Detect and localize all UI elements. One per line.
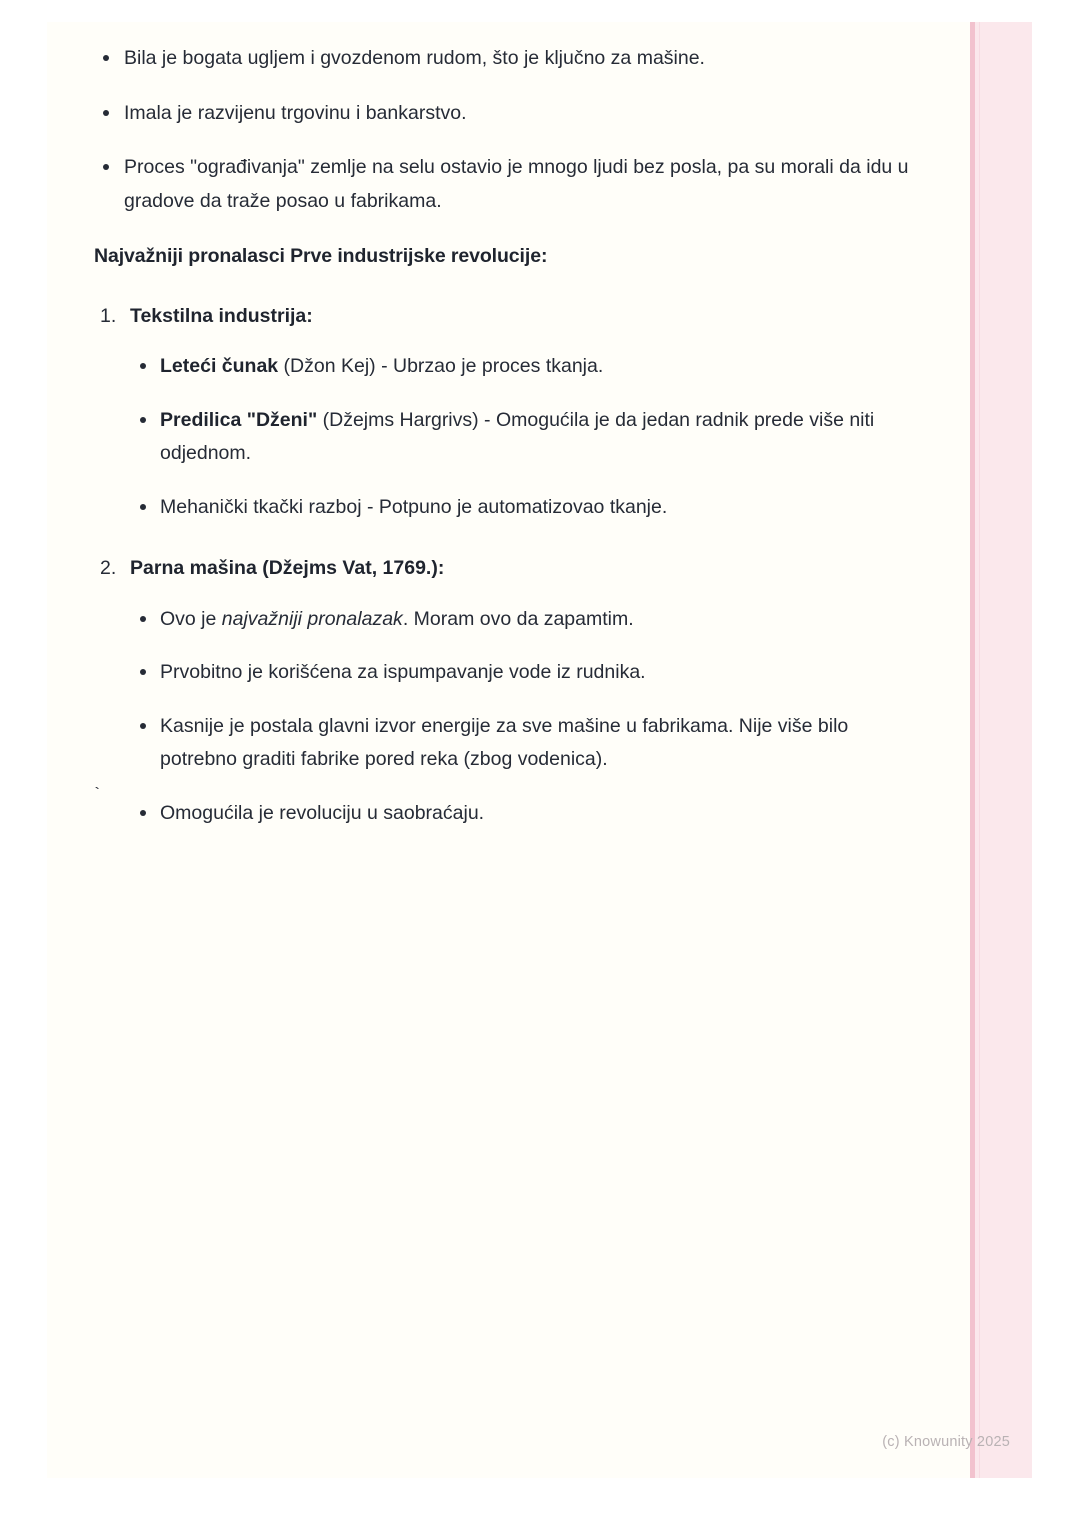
list-item: [130, 404, 922, 471]
intro-bullet-text-3: Proces "ograđivanja" zemlje na selu ostavio je mnogo ljudi bez posla, pa su morali da idu u gradove da traže posao u fabrikama.: [124, 156, 909, 212]
note-content: [92, 42, 922, 859]
list-item: [130, 656, 922, 690]
sub-bullet-pre-2-2: Prvobitno je korišćena za ispumpavanje vode iz rudnika.: [160, 661, 646, 684]
sub-bullet-italic-2-1: najvažniji pronalazak: [221, 607, 403, 630]
sub-bullet-rest-1-2: (Džejms Hargrivs) - Omogućila je da jedan radnik prede više niti odjednom.: [160, 408, 875, 465]
list-item: [130, 350, 922, 384]
section-heading: Najvažniji pronalasci Prve industrijske revolucije:: [94, 245, 548, 268]
intro-bullet-text-1: Bila je bogata ugljem i gvozdenom rudom, što je ključno za mašine.: [124, 47, 705, 69]
list-item: [92, 97, 922, 131]
sub-bullet-pre-2-3: Kasnije je postala glavni izvor energije za sve mašine u fabrikama. Nije više bilo potrebno graditi fabrike pored reka (zbog vodenica).: [160, 714, 849, 771]
sub-bullet-rest-1-3: Mehanički tkački razboj - Potpuno je automatizovao tkanje.: [160, 495, 668, 518]
page-accent-strip: [975, 22, 1032, 1478]
list-item: [130, 797, 922, 831]
page-accent-strip-edge: [970, 22, 975, 1478]
sub-bullet-pre-2-4: Omogućila je revoluciju u saobraćaju.: [160, 801, 485, 824]
copyright-watermark: (c) Knowunity 2025: [882, 1434, 1010, 1450]
sub-bullet-rest-1-1: (Džon Kej) - Ubrzao je proces tkanja.: [278, 355, 604, 378]
sub-bullet-post-2-1: . Moram ovo da zapamtim.: [402, 607, 634, 630]
list-item: [130, 603, 922, 637]
list-item: [92, 42, 922, 76]
ordered-item-number-2: 2.: [100, 557, 117, 580]
ordered-item-title-1: Tekstilna industrija:: [130, 304, 313, 327]
intro-bullet-text-2: Imala je razvijenu trgovinu i bankarstvo.: [124, 101, 467, 124]
sub-bullet-list-1: [130, 350, 922, 524]
list-item: [92, 300, 922, 525]
sub-bullet-bold-1-2: Predilica "Dženi": [160, 408, 318, 431]
list-item: [130, 491, 922, 525]
inventions-ordered-list: [92, 300, 922, 831]
list-item: [130, 710, 922, 777]
sub-bullet-pre-2-1: Ovo je: [160, 607, 222, 630]
sub-bullet-bold-1-1: Leteći čunak: [160, 355, 279, 378]
list-item: [92, 552, 922, 830]
note-page: [47, 22, 1032, 1478]
stray-backtick-mark: `: [92, 786, 103, 805]
page-accent-strip-inner-line: [979, 22, 980, 1478]
intro-bullet-list: [92, 42, 922, 218]
ordered-item-number-1: 1.: [100, 304, 117, 327]
ordered-item-title-2: Parna mašina (Džejms Vat, 1769.):: [130, 557, 445, 580]
sub-bullet-list-2: [130, 603, 922, 831]
list-item: [92, 151, 922, 218]
